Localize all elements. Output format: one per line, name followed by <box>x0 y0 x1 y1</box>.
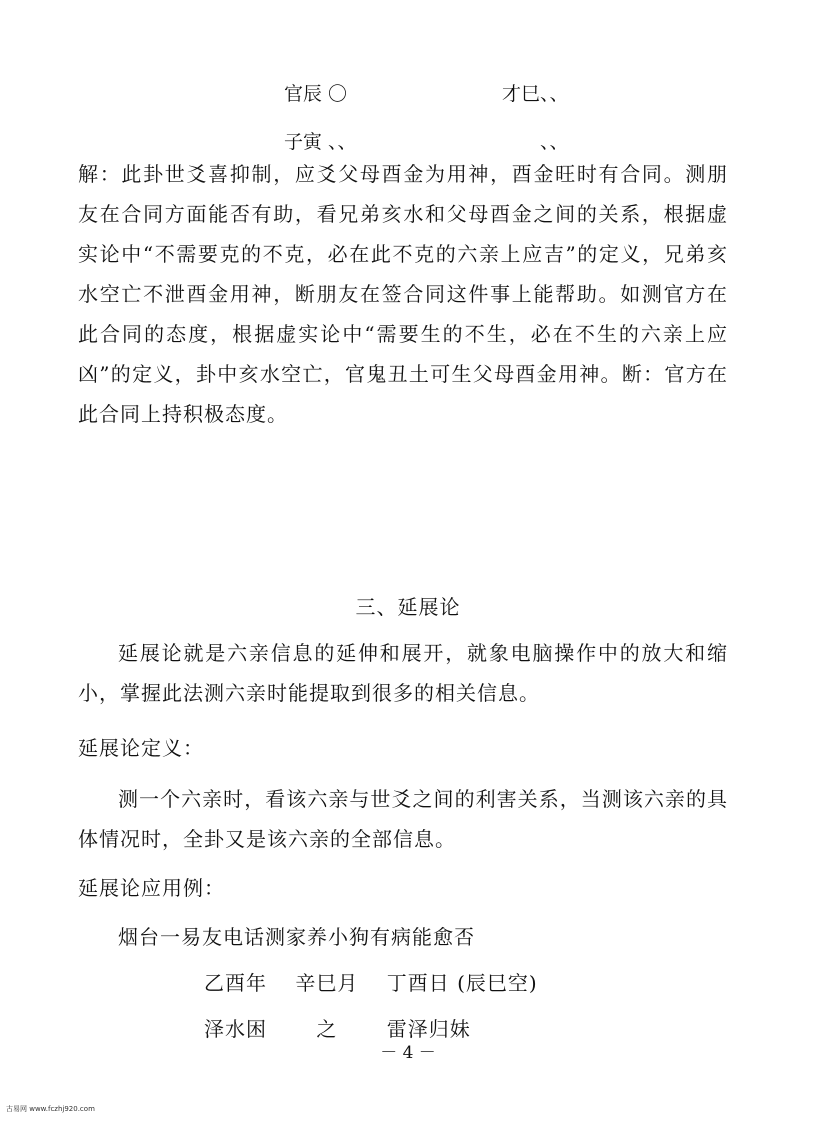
section-intro-paragraph: 延展论就是六亲信息的延伸和展开，就象电脑操作中的放大和缩小，掌握此法测六亲时能提取到很多的相关信息。 <box>78 641 728 705</box>
hexagram-line-1-left: 官辰 〇 <box>284 83 348 105</box>
definition-paragraph: 测一个六亲时，看该六亲与世爻之间的利害关系，当测该六亲的具体情况时，全卦又是该六亲的全部信息。 <box>78 787 728 851</box>
hexagram-line-2-right: 、、 <box>540 131 569 153</box>
explanation-paragraph: 解：此卦世爻喜抑制，应爻父母酉金为用神，酉金旺时有合同。测朋友在合同方面能否有助，看兄弟亥水和父母酉金之间的关系，根据虚实论中“不需要克的不克，必在此不克的六亲上应吉”的定义，兄弟亥水空亡不泄酉金用神，断朋友在签合同这件事上能帮助。如测官方在此合同的态度，根据虚实论中“需要生的不生，必在不生的六亲上应凶”的定义，卦中亥水空亡，官鬼丑土可生父母酉金用神。断：官方在此合同上持积极态度。 <box>78 162 728 426</box>
example-label: 延展论应用例： <box>78 876 225 900</box>
footer-watermark: 古易网 www.fczhj920.com <box>6 1105 95 1113</box>
section-heading: 三、延展论 <box>355 595 461 619</box>
hexagram-line-2-left: 子寅 、、 <box>284 131 357 153</box>
hexagram-line-1-right: 才巳、、 <box>502 83 569 105</box>
example-hexagram-line: 泽水困 之 雷泽归妹 <box>204 1017 471 1041</box>
example-title: 烟台一易友电话测家养小狗有病能愈否 <box>118 925 475 949</box>
page-number: － 4 － <box>380 1043 436 1063</box>
definition-label: 延展论定义： <box>78 736 204 760</box>
example-date-line: 乙酉年 辛巳月 丁酉日 (辰巳空) <box>204 971 538 995</box>
